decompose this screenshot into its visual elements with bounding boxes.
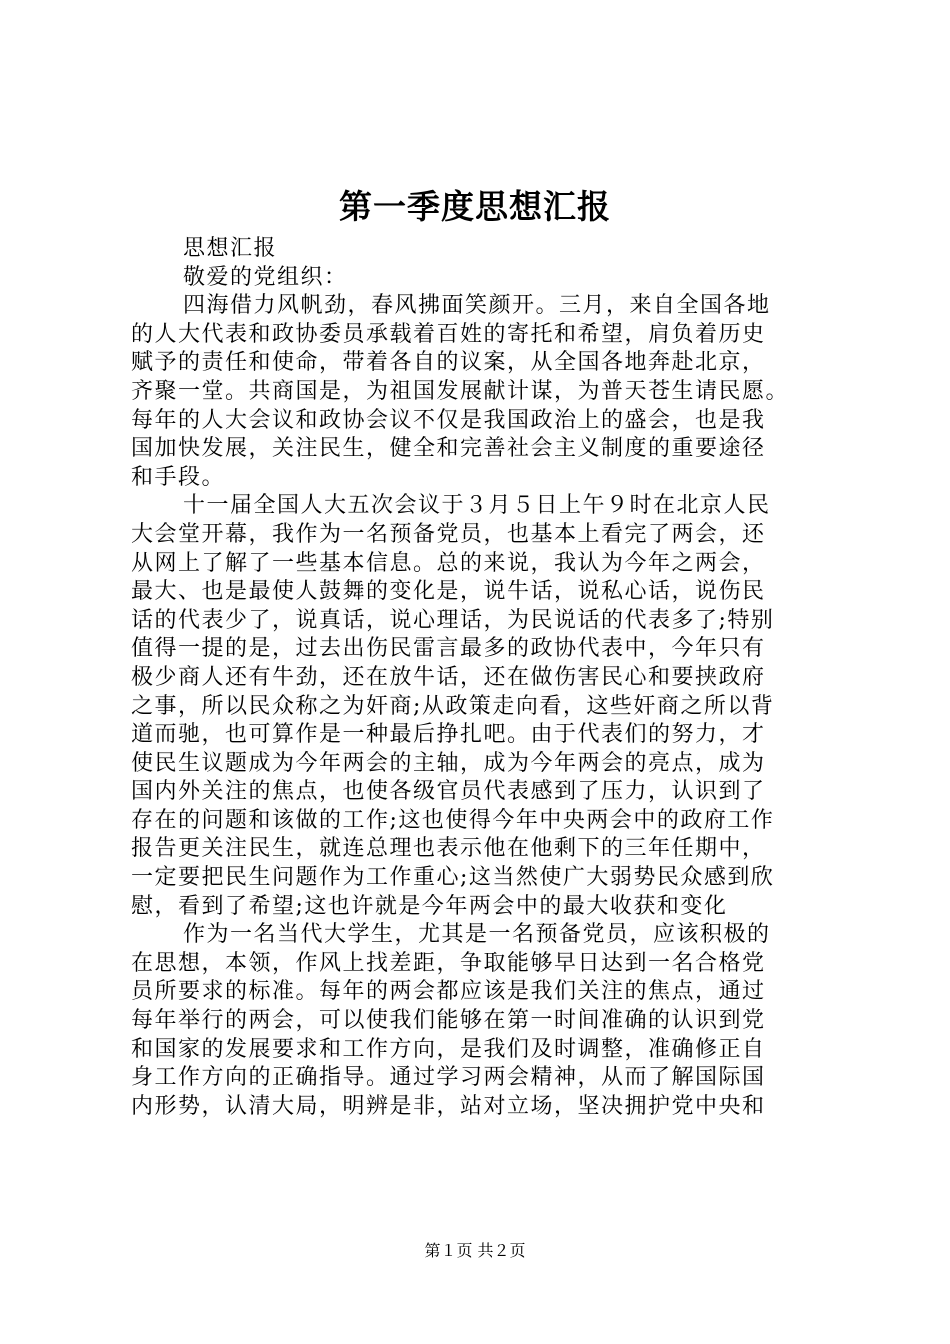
text-line: 使民生议题成为今年两会的主轴，成为今年两会的亮点，成为 (131, 750, 766, 776)
text-line: 从网上了解了一些基本信息。总的来说，我认为今年之两会， (131, 550, 766, 576)
text-line: 内形势，认清大局，明辨是非，站对立场，坚决拥护党中央和 (131, 1093, 766, 1119)
text-line: 十一届全国人大五次会议于３月５日上午９时在北京人民 (183, 493, 771, 519)
body-text (131, 292, 831, 1121)
salutation: 敬爱的党组织： (183, 264, 348, 290)
text-line: 和手段。 (131, 464, 226, 490)
text-line: 作为一名当代大学生，尤其是一名预备党员，应该积极的 (183, 922, 771, 948)
text-line: 每年的人大会议和政协会议不仅是我国政治上的盛会，也是我 (131, 407, 766, 433)
text-line: 最大、也是最使人鼓舞的变化是，说牛话，说私心话，说伤民 (131, 579, 766, 605)
text-line: 话的代表少了，说真话，说心理话，为民说话的代表多了;特别 (131, 607, 775, 633)
document-body (131, 235, 831, 1121)
page-footer: 第１页 共２页 (424, 1241, 526, 1260)
text-line: 齐聚一堂。共商国是，为祖国发展献计谋，为普天苍生请民愿。 (131, 378, 790, 404)
text-line: 四海借力风帆劲，春风拂面笑颜开。三月，来自全国各地 (183, 293, 771, 319)
text-line: 之事，所以民众称之为奸商;从政策走向看，这些奸商之所以背 (131, 693, 775, 719)
document-subtitle: 思想汇报 (183, 236, 278, 261)
document-title: 第一季度思想汇报 (339, 187, 611, 226)
text-line: 的人大代表和政协委员承载着百姓的寄托和希望，肩负着历史 (131, 321, 766, 347)
text-line: 赋予的责任和使命，带着各自的议案，从全国各地奔赴北京， (131, 350, 766, 376)
text-line: 每年举行的两会，可以使我们能够在第一时间准确的认识到党 (131, 1008, 766, 1034)
text-line: 一定要把民生问题作为工作重心;这当然使广大弱势民众感到欣 (131, 865, 775, 891)
text-line: 值得一提的是，过去出伤民雷言最多的政协代表中，今年只有 (131, 636, 766, 662)
text-line: 报告更关注民生，就连总理也表示他在他剩下的三年任期中， (131, 836, 766, 862)
text-line: 国内外关注的焦点，也使各级官员代表感到了压力，认识到了 (131, 779, 766, 805)
text-line: 身工作方向的正确指导。通过学习两会精神，从而了解国际国 (131, 1065, 766, 1091)
text-line: 大会堂开幕，我作为一名预备党员，也基本上看完了两会，还 (131, 521, 766, 547)
text-line: 极少商人还有牛劲，还在放牛话，还在做伤害民心和要挟政府 (131, 664, 766, 690)
text-line: 慰，看到了希望;这也许就是今年两会中的最大收获和变化 (131, 893, 728, 919)
text-line: 存在的问题和该做的工作;这也使得今年中央两会中的政府工作 (131, 807, 775, 833)
text-line: 道而驰，也可算作是一种最后挣扎吧。由于代表们的努力，才 (131, 722, 766, 748)
text-line: 在思想，本领，作风上找差距，争取能够早日达到一名合格党 (131, 950, 766, 976)
text-line: 和国家的发展要求和工作方向，是我们及时调整，准确修正自 (131, 1036, 766, 1062)
text-line: 员所要求的标准。每年的两会都应该是我们关注的焦点，通过 (131, 979, 766, 1005)
text-line: 国加快发展，关注民生，健全和完善社会主义制度的重要途径 (131, 436, 766, 462)
